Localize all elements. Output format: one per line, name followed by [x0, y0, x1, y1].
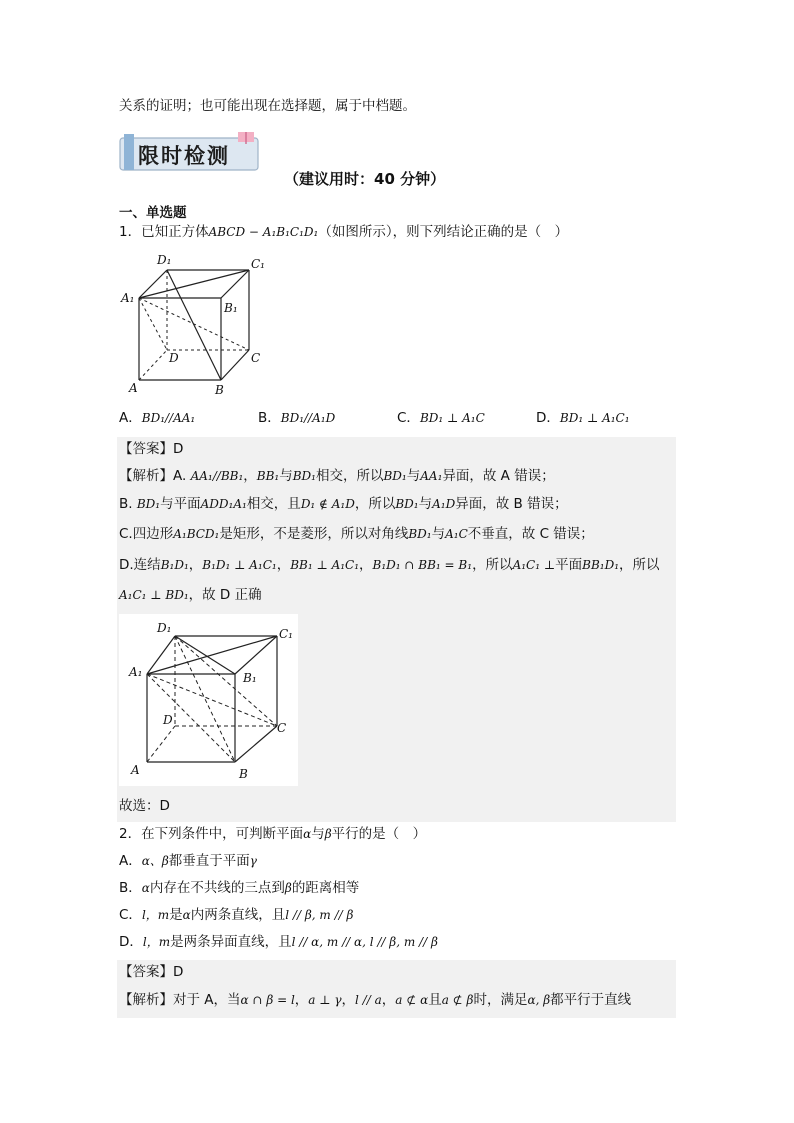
q2-option-a: A．α、β都垂直于平面γ: [119, 853, 257, 869]
label2-C: C: [277, 721, 287, 735]
label-A1: A₁: [121, 291, 135, 305]
label2-A: A: [131, 763, 140, 777]
q1-cube-figure: [119, 250, 279, 400]
label-A: A: [129, 381, 138, 395]
label2-B: B: [239, 767, 248, 781]
label2-C1: C₁: [279, 627, 293, 641]
label-B1: B₁: [224, 301, 238, 315]
label-C1: C₁: [251, 257, 265, 271]
q2-analysis-line-1: 【解析】对于 A，当α ∩ β = l，a ⊥ γ，l // a，a ⊄ α且a ⊄ β时，满足α, β都平行于直线: [119, 992, 632, 1008]
q1-analysis-line-5: A₁C₁ ⊥ BD₁，故 D 正确: [119, 587, 262, 603]
q1-analysis-line-1: 【解析】A. AA₁//BB₁，BB₁与BD₁相交，所以BD₁与AA₁异面，故 A 错误；: [119, 468, 555, 484]
q1-analysis-line-3: C.四边形A₁BCD₁是矩形，不是菱形，所以对角线BD₁与A₁C不垂直，故 C 错误；: [119, 526, 594, 542]
label-D1: D₁: [157, 253, 172, 267]
q1-option-c: C．BD₁ ⊥ A₁C: [397, 410, 485, 426]
suggested-time: （建议用时：40 分钟）: [284, 170, 446, 188]
q1-analysis-line-2: B. BD₁与平面ADD₁A₁相交，且D₁ ∉ A₁D，所以BD₁与A₁D异面，故 B 错误；: [119, 496, 568, 512]
q1-answer: 【答案】D: [119, 441, 184, 457]
banner-title: 限时检测: [138, 144, 230, 168]
q2-option-b: B．α内存在不共线的三点到β的距离相等: [119, 880, 360, 896]
q2-option-c: C．l，m是α内两条直线，且l // β, m // β: [119, 907, 354, 923]
q2-answer: 【答案】D: [119, 964, 184, 980]
label2-D: D: [163, 713, 173, 727]
label-B: B: [215, 383, 224, 397]
q1-analysis-line-4: D.连结B₁D₁，B₁D₁ ⊥ A₁C₁，BB₁ ⊥ A₁C₁，B₁D₁ ∩ BB₁ = B₁，所以A₁C₁ ⊥平面BB₁D₁，所以: [119, 557, 660, 573]
q1-option-b: B．BD₁//A₁D: [258, 410, 336, 426]
label2-A1: A₁: [129, 665, 143, 679]
intro-text: 关系的证明；也可能出现在选择题，属于中档题。: [119, 98, 416, 114]
q1-option-d: D．BD₁ ⊥ A₁C₁: [536, 410, 630, 426]
section-heading: 一、单选题: [119, 205, 187, 221]
q1-option-a: A．BD₁//AA₁: [119, 410, 196, 426]
q2-stem: 2．在下列条件中，可判断平面α与β平行的是（ ）: [119, 826, 427, 842]
q1-solution-figure: [119, 614, 298, 786]
q1-choice: 故选：D: [119, 798, 170, 814]
label-C: C: [251, 351, 261, 365]
label2-D1: D₁: [157, 621, 172, 635]
q1-stem: 1．已知正方体ABCD − A₁B₁C₁D₁（如图所示），则下列结论正确的是（ ）: [119, 224, 569, 240]
q2-option-d: D．l，m是两条异面直线，且l // α, m // α, l // β, m // β: [119, 934, 438, 950]
label-D: D: [169, 351, 179, 365]
label2-B1: B₁: [243, 671, 257, 685]
